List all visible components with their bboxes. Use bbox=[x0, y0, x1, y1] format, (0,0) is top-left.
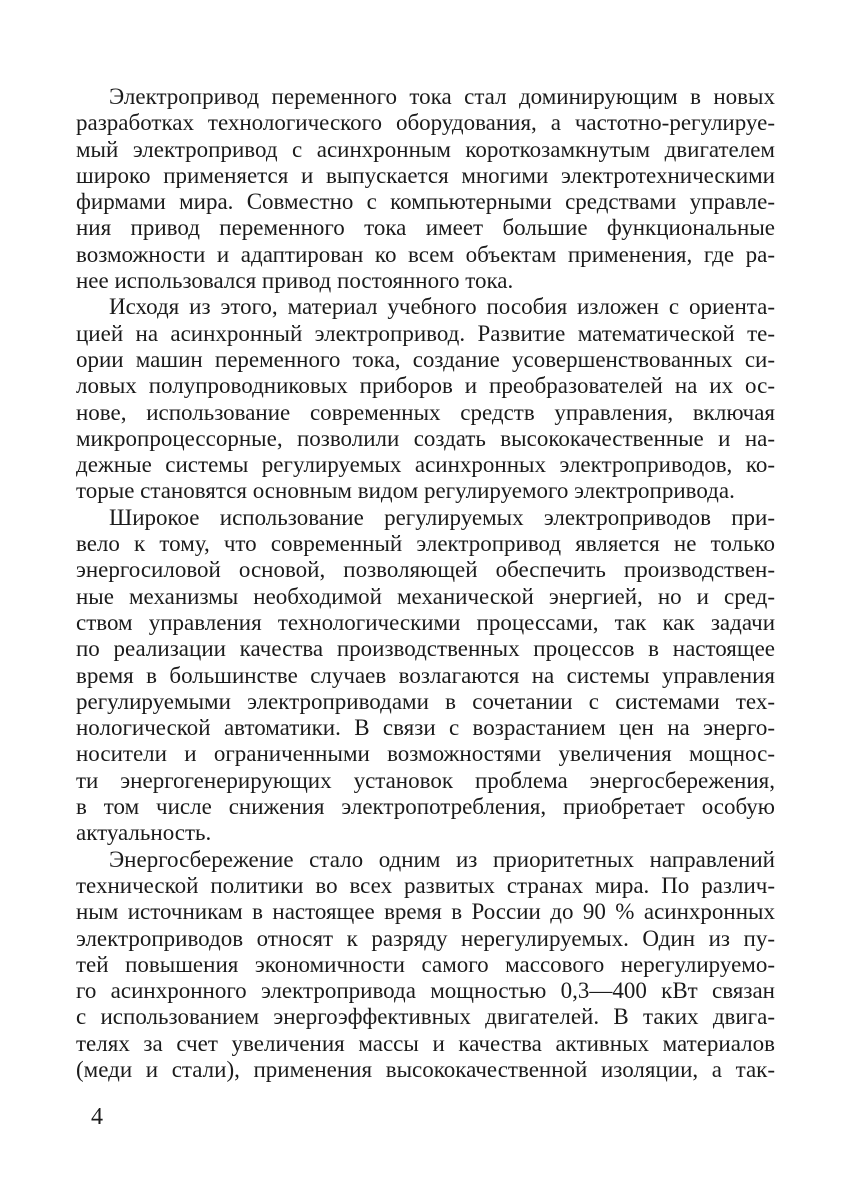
paragraph bbox=[76, 84, 775, 294]
text-line: фирмами мира. Совместно с компьютерными средствами управле- bbox=[76, 189, 775, 215]
text-line: разработках технологического оборудования, а частотно-регулируе- bbox=[76, 110, 775, 136]
text-line: с использованием энергоэффективных двигателей. В таких двига- bbox=[76, 1004, 775, 1030]
text-line: Энергосбережение стало одним из приоритетных направлений bbox=[109, 846, 775, 872]
text-line: широко применяется и выпускается многими электротехническими bbox=[76, 162, 775, 188]
text-line: дежные системы регулируемых асинхронных электроприводов, ко- bbox=[76, 452, 775, 478]
text-line: вело к тому, что современный электропривод является не только bbox=[76, 531, 775, 557]
text-line: Широкое использование регулируемых электроприводов при- bbox=[109, 504, 775, 530]
text-line: торые становятся основным видом регулируемого электропривода. bbox=[76, 478, 735, 504]
page-number: 4 bbox=[91, 1104, 103, 1130]
text-line: время в большинстве случаев возлагаются на системы управления bbox=[76, 662, 775, 688]
text-line: энергосиловой основой, позволяющей обеспечить производствен- bbox=[76, 557, 775, 583]
text-line: нее использовался привод постоянного тока. bbox=[76, 268, 514, 294]
text-line: ным источникам в настоящее время в России до 90 % асинхронных bbox=[76, 899, 775, 925]
text-line: ти энергогенерирующих установок проблема энергосбережения, bbox=[76, 767, 775, 793]
paragraph bbox=[76, 505, 775, 847]
text-line: электроприводов относят к разряду нерегулируемых. Один из пу- bbox=[76, 925, 775, 951]
text-line: ловых полупроводниковых приборов и преобразователей на их ос- bbox=[76, 373, 775, 399]
page-text bbox=[76, 84, 775, 1083]
text-line: ории машин переменного тока, создание усовершенствованных си- bbox=[76, 346, 775, 372]
text-line: цией на асинхронный электропривод. Развитие математической те- bbox=[76, 320, 775, 346]
text-line: возможности и адаптирован ко всем объектам применения, где ра- bbox=[76, 241, 775, 267]
text-line: носители и ограниченными возможностями увеличения мощнос- bbox=[76, 741, 775, 767]
text-line: (меди и стали), применения высококачественной изоляции, а так- bbox=[76, 1056, 775, 1082]
text-line: го асинхронного электропривода мощностью 0,3—400 кВт связан bbox=[76, 978, 775, 1004]
text-line: мый электропривод с асинхронным короткозамкнутым двигателем bbox=[76, 136, 775, 162]
text-line: актуальность. bbox=[76, 820, 212, 846]
text-line: ные механизмы необходимой механической энергией, но и сред- bbox=[76, 583, 775, 609]
text-line: регулируемыми электроприводами в сочетании с системами тех- bbox=[76, 688, 775, 714]
text-line: тей повышения экономичности самого массового нерегулируемо- bbox=[76, 951, 775, 977]
paragraph bbox=[76, 294, 775, 504]
text-line: Электропривод переменного тока стал доминирующим в новых bbox=[109, 84, 775, 109]
text-line: по реализации качества производственных процессов в настоящее bbox=[76, 636, 775, 662]
text-line: технической политики во всех развитых странах мира. По различ- bbox=[76, 872, 775, 898]
text-line: нологической автоматики. В связи с возрастанием цен на энерго- bbox=[76, 715, 775, 741]
text-line: телях за счет увеличения массы и качества активных материалов bbox=[76, 1030, 775, 1056]
paragraph bbox=[76, 847, 775, 1084]
text-line: микропроцессорные, позволили создать высококачественные и на- bbox=[76, 425, 775, 451]
text-line: Исходя из этого, материал учебного пособия изложен с ориента- bbox=[109, 294, 775, 320]
text-line: ством управления технологическими процессами, так как задачи bbox=[76, 609, 775, 635]
text-line: в том числе снижения электропотребления, приобретает особую bbox=[76, 794, 775, 820]
text-line: ния привод переменного тока имеет большие функциональные bbox=[76, 215, 775, 241]
text-line: нове, использование современных средств управления, включая bbox=[76, 399, 775, 425]
